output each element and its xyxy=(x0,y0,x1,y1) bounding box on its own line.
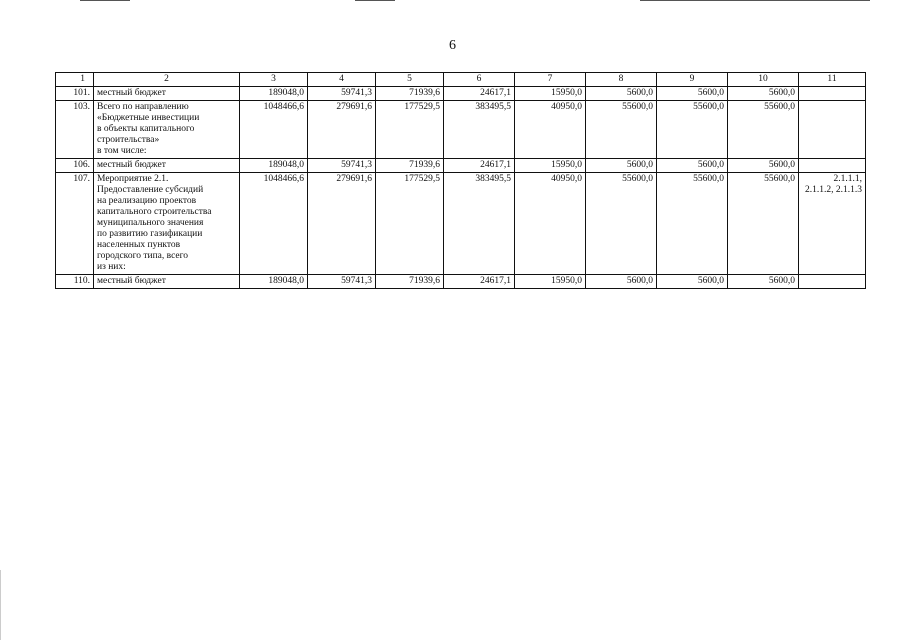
column-header: 1 xyxy=(56,73,94,87)
amount-cell: 5600,0 xyxy=(657,87,728,101)
column-header: 7 xyxy=(515,73,586,87)
amount-cell: 1048466,6 xyxy=(240,173,308,275)
amount-cell: 1048466,6 xyxy=(240,101,308,159)
indicator-reference xyxy=(799,101,866,159)
amount-cell: 55600,0 xyxy=(657,173,728,275)
amount-cell: 59741,3 xyxy=(308,159,376,173)
row-description: Всего по направлению «Бюджетные инвестиции в объекты капитального строительства» в том числе: xyxy=(94,101,240,159)
amount-cell: 40950,0 xyxy=(515,173,586,275)
amount-cell: 55600,0 xyxy=(657,101,728,159)
amount-cell: 71939,6 xyxy=(376,159,444,173)
top-rule-middle xyxy=(355,0,395,1)
table-row xyxy=(56,87,866,101)
row-description: Мероприятие 2.1. Предоставление субсидий на реализацию проектов капитального строительства муниципального значения по развитию газификации населенных пунктов городского типа, всего из них: xyxy=(94,173,240,275)
page-number: 6 xyxy=(449,38,456,53)
indicator-reference xyxy=(799,159,866,173)
row-number: 103. xyxy=(56,101,94,159)
amount-cell: 177529,5 xyxy=(376,101,444,159)
amount-cell: 71939,6 xyxy=(376,87,444,101)
amount-cell: 15950,0 xyxy=(515,275,586,289)
top-rule-left xyxy=(80,0,130,1)
amount-cell: 40950,0 xyxy=(515,101,586,159)
amount-cell: 5600,0 xyxy=(728,159,799,173)
row-number: 106. xyxy=(56,159,94,173)
amount-cell: 383495,5 xyxy=(444,101,515,159)
column-header: 2 xyxy=(94,73,240,87)
table-row xyxy=(56,101,866,159)
amount-cell: 5600,0 xyxy=(586,275,657,289)
amount-cell: 5600,0 xyxy=(586,87,657,101)
table-row xyxy=(56,275,866,289)
column-header: 9 xyxy=(657,73,728,87)
amount-cell: 55600,0 xyxy=(728,101,799,159)
amount-cell: 59741,3 xyxy=(308,87,376,101)
amount-cell: 71939,6 xyxy=(376,275,444,289)
row-number: 107. xyxy=(56,173,94,275)
table-row xyxy=(56,159,866,173)
amount-cell: 279691,6 xyxy=(308,173,376,275)
amount-cell: 5600,0 xyxy=(657,275,728,289)
amount-cell: 5600,0 xyxy=(657,159,728,173)
indicator-reference xyxy=(799,275,866,289)
amount-cell: 189048,0 xyxy=(240,87,308,101)
budget-table xyxy=(55,72,866,289)
amount-cell: 5600,0 xyxy=(586,159,657,173)
amount-cell: 55600,0 xyxy=(728,173,799,275)
amount-cell: 5600,0 xyxy=(728,87,799,101)
table-row xyxy=(56,173,866,275)
row-description: местный бюджет xyxy=(94,159,240,173)
row-number: 110. xyxy=(56,275,94,289)
column-header: 6 xyxy=(444,73,515,87)
amount-cell: 279691,6 xyxy=(308,101,376,159)
amount-cell: 59741,3 xyxy=(308,275,376,289)
row-description: местный бюджет xyxy=(94,275,240,289)
amount-cell: 383495,5 xyxy=(444,173,515,275)
amount-cell: 189048,0 xyxy=(240,275,308,289)
amount-cell: 55600,0 xyxy=(586,101,657,159)
table-header-row xyxy=(56,73,866,87)
indicator-reference: 2.1.1.1, 2.1.1.2, 2.1.1.3 xyxy=(799,173,866,275)
amount-cell: 5600,0 xyxy=(728,275,799,289)
scan-edge-mark xyxy=(0,570,1,640)
amount-cell: 177529,5 xyxy=(376,173,444,275)
column-header: 8 xyxy=(586,73,657,87)
row-description: местный бюджет xyxy=(94,87,240,101)
row-number: 101. xyxy=(56,87,94,101)
column-header: 3 xyxy=(240,73,308,87)
column-header: 11 xyxy=(799,73,866,87)
amount-cell: 24617,1 xyxy=(444,87,515,101)
amount-cell: 15950,0 xyxy=(515,159,586,173)
indicator-reference xyxy=(799,87,866,101)
column-header: 5 xyxy=(376,73,444,87)
amount-cell: 189048,0 xyxy=(240,159,308,173)
amount-cell: 55600,0 xyxy=(586,173,657,275)
amount-cell: 24617,1 xyxy=(444,159,515,173)
amount-cell: 15950,0 xyxy=(515,87,586,101)
amount-cell: 24617,1 xyxy=(444,275,515,289)
top-rule-right xyxy=(640,0,870,1)
column-header: 10 xyxy=(728,73,799,87)
column-header: 4 xyxy=(308,73,376,87)
